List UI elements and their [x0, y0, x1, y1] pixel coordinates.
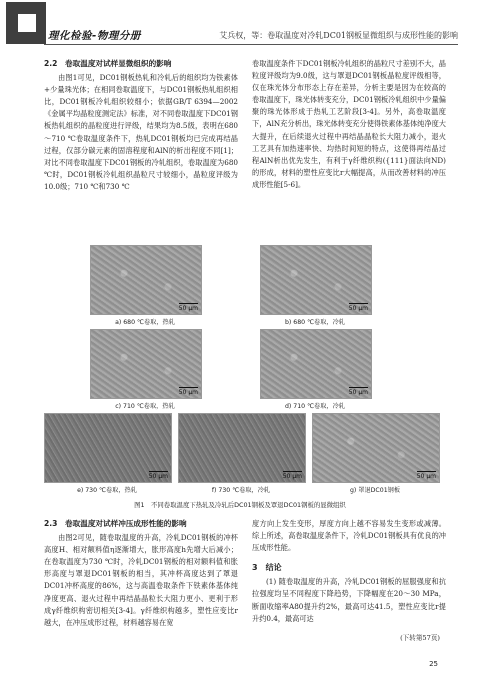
figure-caption: 图1 不同卷取温度下热轧及冷轧后DC01钢板及罩退DC01钢板的显微组织 [134, 501, 346, 509]
micrograph-b [260, 245, 372, 315]
micrograph-e [44, 413, 172, 483]
scale-bar: 50 μm [416, 473, 436, 480]
micrograph-f [178, 413, 306, 483]
scale-bar: 50 μm [282, 473, 302, 480]
paragraph: 由图2可见，随卷取温度的升高，冷轧DC01钢板的冲杯高度H、相对额料值η逐渐增大，胀形高度h先增大后减小；在卷取温度为730 ℃时，冷轧DC01钢板的相对额料值和胀形高度与罩退DC01钢板的相当，其冲杯高度达到了罩退DC01冲杯高度的86%，这与高温卷取条件下铁素体基体纯净度更高、退火过程中再结晶晶粒长大阻力更小、更利于形成γ纤维织构密切相关[3-4]。γ纤维织构越多，塑性应变比r越大，在冲压成形过程，材料越容易在宽 [44, 533, 238, 627]
panel-label: a) 680 ℃卷取，热轧 [115, 319, 175, 326]
micrograph-c [90, 329, 202, 399]
left-column-top [44, 58, 238, 193]
section-title-2-3: 2.3 卷取温度对试样冲压成形性能的影响 [44, 519, 187, 528]
paragraph: 由图1可见，DC01钢板热轧和冷轧后的组织均为铁素体+少量珠光体；在相同卷取温度下，与DC01钢板热轧组织相比，DC01钢板冷轧组织较细小；依据GB/T 6394—2002《金属平均晶粒度测定法》标准，对不同卷取温度下DC01钢板热轧组织的晶粒度进行评级，结果均为8.5级，表明在680～710 ℃卷取温度条件下，热轧DC01钢板均已完成再结晶过程，仅部分碳元素的固溶程度和AlN的析出程度不同[1]；对比不同卷取温度下DC01钢板的冷轧组织，卷取温度为680 ℃时，DC01钢板冷轧组织晶粒尺寸较细小，晶粒度评级为10.0级；710 ℃和730 ℃ [44, 73, 238, 191]
paragraph: 卷取温度条件下DC01钢板冷轧组织的晶粒尺寸差别不大，晶粒度评级均为9.0级，这与罩退DC01钢板晶粒度评级相等，仅在珠光体分布形态上存在差异，分析主要是因为在较高的卷取温度下，珠光体转变充分，DC01钢板冷轧组织中少量偏聚的珠光体形成于热轧工艺阶段[3-4]。另外，高卷取温度下，AlN充分析出，珠光体转变充分使得铁素体基体纯净度大大提升，在后续退火过程中再结晶晶粒长大阻力减小，退火工艺具有加热速率快、均热时间短的特点，这使得再结晶过程AlN析出优先发生，有利于γ纤维织构({111}面法向ND)的形成，材料的塑性应变比r大幅提高，从而改善材料的冲压成形性能[5-6]。 [252, 59, 446, 189]
scale-bar: 50 μm [348, 389, 368, 396]
section-title-2-2: 2.2 卷取温度对试样显微组织的影响 [44, 59, 172, 68]
running-head: 艾兵权，等：卷取温度对冷轧DC01钢板显微组织与成形性能的影响 [219, 31, 458, 40]
panel-label: e) 730 ℃卷取，热轧 [77, 487, 137, 494]
panel-label: c) 710 ℃卷取，热轧 [115, 403, 175, 410]
left-column-bottom [44, 518, 238, 629]
header-rule [44, 44, 458, 45]
scale-bar: 50 μm [178, 305, 198, 312]
figure-1 [30, 245, 450, 495]
journal-name: 理化检验-物理分册 [48, 30, 141, 42]
page-header [0, 0, 480, 46]
panel-label: f) 730 ℃卷取，冷轧 [211, 487, 271, 494]
panel-label: g) 罩退DC01钢板 [349, 487, 401, 494]
paragraph: (1) 随卷取温度的升高，冷轧DC01钢板的屈服强度和抗拉强度均呈不同程度下降趋势，下降幅度在20～30 MPa，断面收缩率A80提升约2%，最高可达41.5，塑性应变比r提升约0.4，最高可达 [252, 577, 446, 623]
paragraph: 度方向上发生变形，厚度方向上越不容易发生变形或减薄。综上所述，高卷取温度条件下，冷轧DC01钢板具有优良的冲压成形性能。 [252, 519, 446, 553]
micrograph-g [312, 413, 440, 483]
panel-label: b) 680 ℃卷取，冷轧 [285, 319, 345, 326]
scale-bar: 50 μm [148, 473, 168, 480]
scale-bar: 50 μm [178, 389, 198, 396]
scale-bar: 50 μm [348, 305, 368, 312]
micrograph-d [260, 329, 372, 399]
journal-logo-icon [6, 2, 46, 44]
micrograph-a [90, 245, 202, 315]
page-number: 25 [429, 660, 438, 668]
right-column-top [252, 58, 446, 191]
section-title-3: 3 结论 [252, 563, 282, 573]
right-column-bottom [252, 518, 446, 625]
panel-label: d) 710 ℃卷取，冷轧 [285, 403, 345, 410]
continued-note: (下转第57页) [400, 634, 440, 642]
